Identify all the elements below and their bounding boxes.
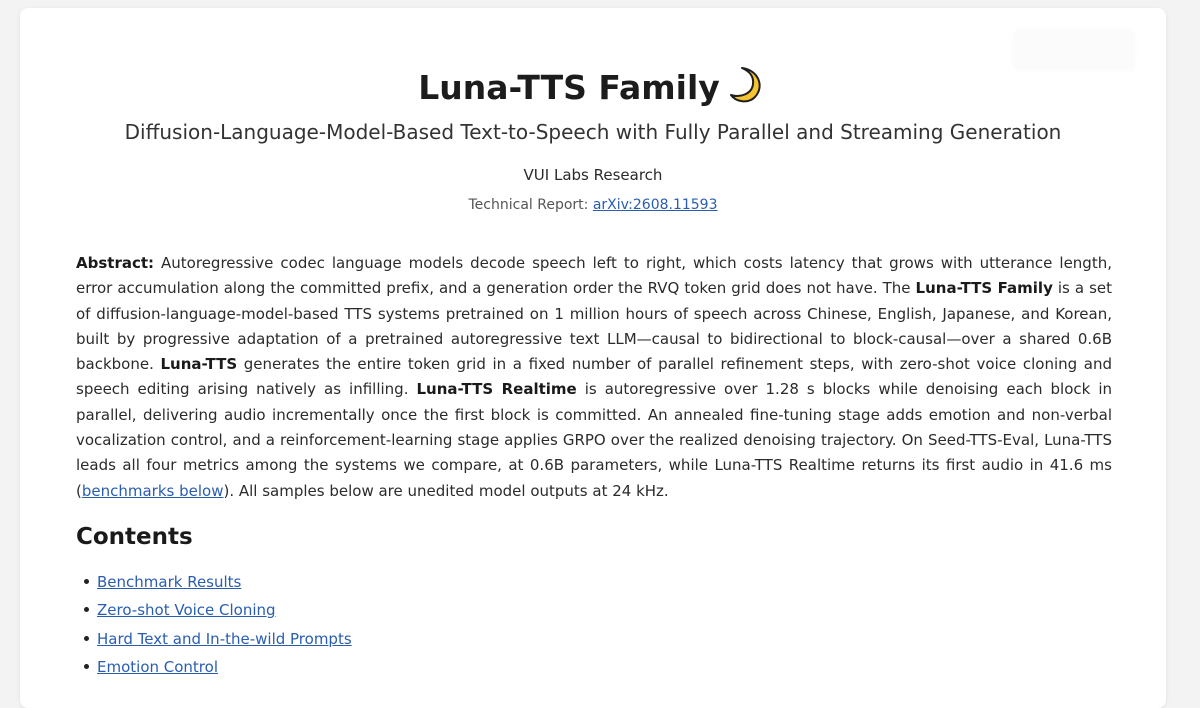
arxiv-link[interactable]: arXiv:2608.11593: [592, 197, 718, 213]
bullet-icon: [84, 636, 89, 641]
toc-link-zero-shot-voice-cloning[interactable]: Zero-shot Voice Cloning: [97, 601, 276, 620]
list-item: [76, 626, 352, 654]
contents-heading: Contents: [76, 524, 193, 550]
bullet-icon: [84, 579, 89, 584]
abstract-text-2: is a set of diffusion-language-model-based TTS systems pretrained on 1 million hours of speech across Chinese, English, Japanese, and Korean, built by progressive adaptation of a pretrained autoregressive text LLM—causal to bidirectional to block-causal—over a shared 0.6B backbone.: [76, 279, 1113, 374]
toc-link-hard-text[interactable]: Hard Text and In-the-wild Prompts: [97, 629, 352, 648]
abstract-bold-family: Luna-TTS Family: [915, 279, 1053, 298]
list-item: [76, 569, 352, 597]
page-title: [20, 64, 1166, 112]
contents-list: [76, 569, 352, 682]
page-subtitle: Diffusion-Language-Model-Based Text-to-Speech with Fully Parallel and Streaming Generation: [124, 120, 1062, 144]
abstract-text-5: ). All samples below are unedited model outputs at 24 kHz.: [223, 481, 669, 500]
abstract-bold-realtime: Luna-TTS Realtime: [416, 380, 577, 399]
abstract-text-3: generates the entire token grid in a fixed number of parallel refinement steps, with zero-shot voice cloning and speech editing arising natively as infilling.: [76, 355, 1112, 399]
bullet-icon: [84, 664, 89, 669]
report-label: Technical Report:: [468, 197, 589, 213]
list-item: [76, 654, 352, 682]
abstract-label: Abstract:: [76, 254, 155, 272]
page-card: [20, 8, 1166, 708]
bullet-icon: [84, 607, 89, 612]
toc-link-emotion-control[interactable]: Emotion Control: [97, 657, 218, 676]
crescent-moon-icon: [728, 64, 768, 112]
abstract-bold-luna: Luna-TTS: [160, 355, 238, 374]
abstract-paragraph: [76, 251, 1112, 504]
toc-link-benchmark-results[interactable]: Benchmark Results: [97, 573, 242, 591]
organization: VUI Labs Research: [523, 166, 663, 184]
technical-report-line: [20, 197, 1166, 213]
abstract-text-4: is autoregressive over 1.28 s blocks while denoising each block in parallel, delivering audio incrementally once the first block is committed. An annealed fine-tuning stage adds emotion and non-verbal vocalization control, and a reinforcement-learning stage applies GRPO over the realized denoising trajectory. On Seed-TTS-Eval, Luna-TTS leads all four metrics among the systems we compare, at 0.6B parameters, while Luna-TTS Realtime returns its first audio in 41.6 ms (: [76, 380, 1113, 500]
list-item: [76, 597, 352, 625]
benchmarks-link[interactable]: benchmarks below: [81, 481, 224, 500]
page-title-text: Luna-TTS Family: [418, 68, 720, 107]
abstract-text-1: Autoregressive codec language models decode speech left to right, which costs latency that grows with utterance length, error accumulation along the committed prefix, and a generation order the RVQ token grid does not have. The: [76, 254, 1112, 298]
